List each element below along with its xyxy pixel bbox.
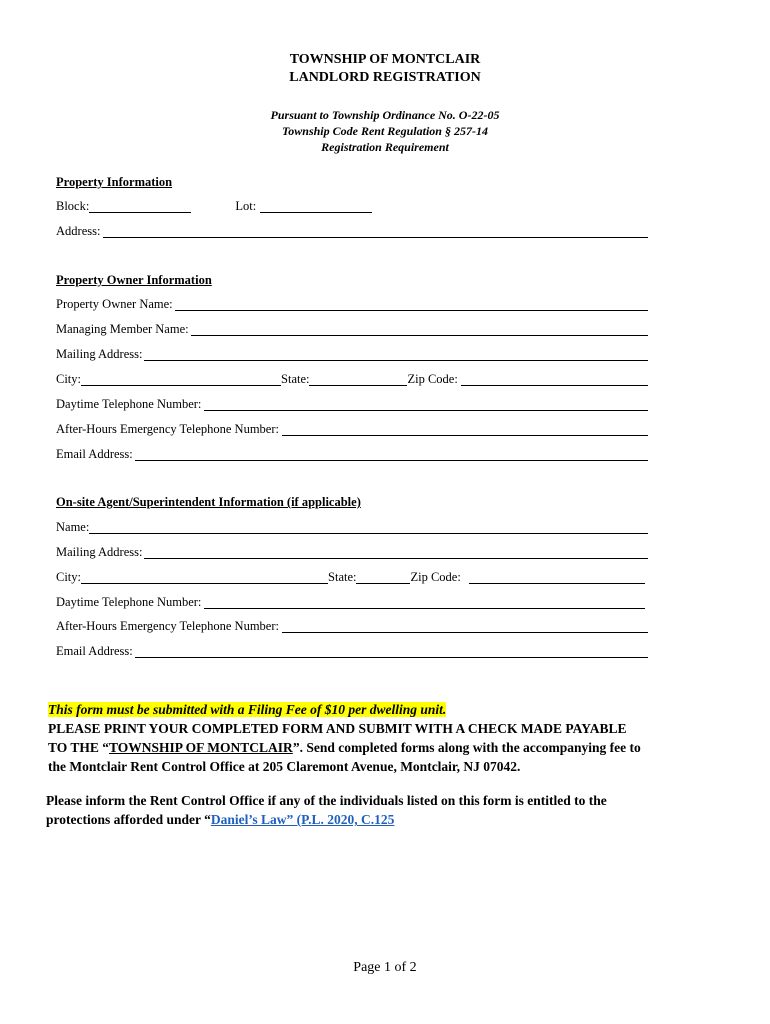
owner-name-field[interactable] xyxy=(175,297,648,311)
agent-info-heading: On-site Agent/Superintendent Information (if applicable) xyxy=(56,495,361,509)
agent-email-label: Email Address: xyxy=(56,644,133,658)
payee-open-quote: TO THE “ xyxy=(48,740,110,755)
agent-mailing-label: Mailing Address: xyxy=(56,545,143,559)
agent-afterhours-field[interactable] xyxy=(282,619,648,633)
payee-trailing-text: ”. Send completed forms along with the accompanying fee to xyxy=(292,740,641,755)
managing-member-row xyxy=(56,321,648,337)
block-label: Block: xyxy=(56,199,90,213)
agent-zip-field[interactable] xyxy=(469,570,645,584)
owner-city-label: City: xyxy=(56,372,82,386)
agent-name-row xyxy=(56,519,648,535)
agent-city-field[interactable] xyxy=(81,570,328,584)
daniels-law-link[interactable]: Daniel’s Law” (P.L. 2020, C.125 xyxy=(210,812,395,827)
owner-city-field[interactable] xyxy=(81,372,281,386)
owner-zip-label: Zip Code: xyxy=(407,372,458,386)
agent-name-field[interactable] xyxy=(89,520,648,534)
owner-name-label: Property Owner Name: xyxy=(56,297,173,311)
filing-fee-highlight: This form must be submitted with a Filing Fee of $10 per dwelling unit. xyxy=(48,702,447,717)
owner-zip-field[interactable] xyxy=(461,372,648,386)
address-row xyxy=(56,223,648,239)
address-label: Address: xyxy=(56,224,101,238)
requirement-reference: Registration Requirement xyxy=(321,140,449,154)
agent-name-label: Name: xyxy=(56,520,90,534)
agent-daytime-row xyxy=(56,594,648,610)
agent-afterhours-label: After-Hours Emergency Telephone Number: xyxy=(56,619,279,633)
agent-email-field[interactable] xyxy=(135,644,648,658)
owner-mailing-row xyxy=(56,346,648,362)
daniels-law-notice-line2 xyxy=(46,812,394,828)
owner-mailing-field[interactable] xyxy=(144,347,648,361)
form-title-line1: TOWNSHIP OF MONTCLAIR xyxy=(289,52,481,67)
daniels-law-notice-line1: Please inform the Rent Control Office if any of the individuals listed on this form is entitled to the xyxy=(46,793,607,808)
lot-field[interactable] xyxy=(260,199,372,213)
owner-daytime-field[interactable] xyxy=(204,397,648,411)
owner-email-field[interactable] xyxy=(135,447,648,461)
agent-daytime-label: Daytime Telephone Number: xyxy=(56,595,202,609)
agent-daytime-field[interactable] xyxy=(204,595,645,609)
submission-instruction-line1: PLEASE PRINT YOUR COMPLETED FORM AND SUBMIT WITH A CHECK MADE PAYABLE xyxy=(48,721,627,736)
submission-instruction-line3: the Montclair Rent Control Office at 205 Claremont Avenue, Montclair, NJ 07042. xyxy=(48,759,521,774)
owner-daytime-label: Daytime Telephone Number: xyxy=(56,397,202,411)
ordinance-reference: Pursuant to Township Ordinance No. O-22-05 xyxy=(270,108,500,122)
managing-member-field[interactable] xyxy=(191,322,648,336)
owner-state-field[interactable] xyxy=(309,372,407,386)
owner-daytime-row xyxy=(56,396,648,412)
owner-name-row xyxy=(56,296,648,312)
address-field[interactable] xyxy=(103,224,648,238)
payee-name: TOWNSHIP OF MONTCLAIR xyxy=(109,740,293,755)
filing-fee-notice xyxy=(48,702,446,718)
owner-afterhours-row xyxy=(56,421,648,437)
owner-mailing-label: Mailing Address: xyxy=(56,347,143,361)
block-lot-row xyxy=(56,198,648,214)
agent-email-row xyxy=(56,643,648,659)
agent-state-label: State: xyxy=(328,570,357,584)
agent-zip-label: Zip Code: xyxy=(410,570,461,584)
owner-email-row xyxy=(56,446,648,462)
agent-mailing-row xyxy=(56,544,648,560)
page-number: Page 1 of 2 xyxy=(353,960,417,975)
block-field[interactable] xyxy=(89,199,191,213)
owner-afterhours-field[interactable] xyxy=(282,422,648,436)
code-reference: Township Code Rent Regulation § 257-14 xyxy=(282,124,488,138)
agent-state-field[interactable] xyxy=(356,570,410,584)
agent-city-label: City: xyxy=(56,570,82,584)
submission-instruction-line2 xyxy=(48,740,641,756)
form-title-line2: LANDLORD REGISTRATION xyxy=(289,70,481,85)
lot-label: Lot: xyxy=(235,199,257,213)
agent-afterhours-row xyxy=(56,618,648,634)
property-info-heading: Property Information xyxy=(56,175,173,189)
owner-state-label: State: xyxy=(281,372,310,386)
owner-info-heading: Property Owner Information xyxy=(56,273,212,287)
agent-city-row xyxy=(56,569,648,585)
owner-afterhours-label: After-Hours Emergency Telephone Number: xyxy=(56,422,279,436)
owner-email-label: Email Address: xyxy=(56,447,133,461)
managing-member-label: Managing Member Name: xyxy=(56,322,189,336)
daniels-law-prefix: protections afforded under “ xyxy=(46,812,211,827)
owner-city-row xyxy=(56,371,648,387)
agent-mailing-field[interactable] xyxy=(144,545,648,559)
